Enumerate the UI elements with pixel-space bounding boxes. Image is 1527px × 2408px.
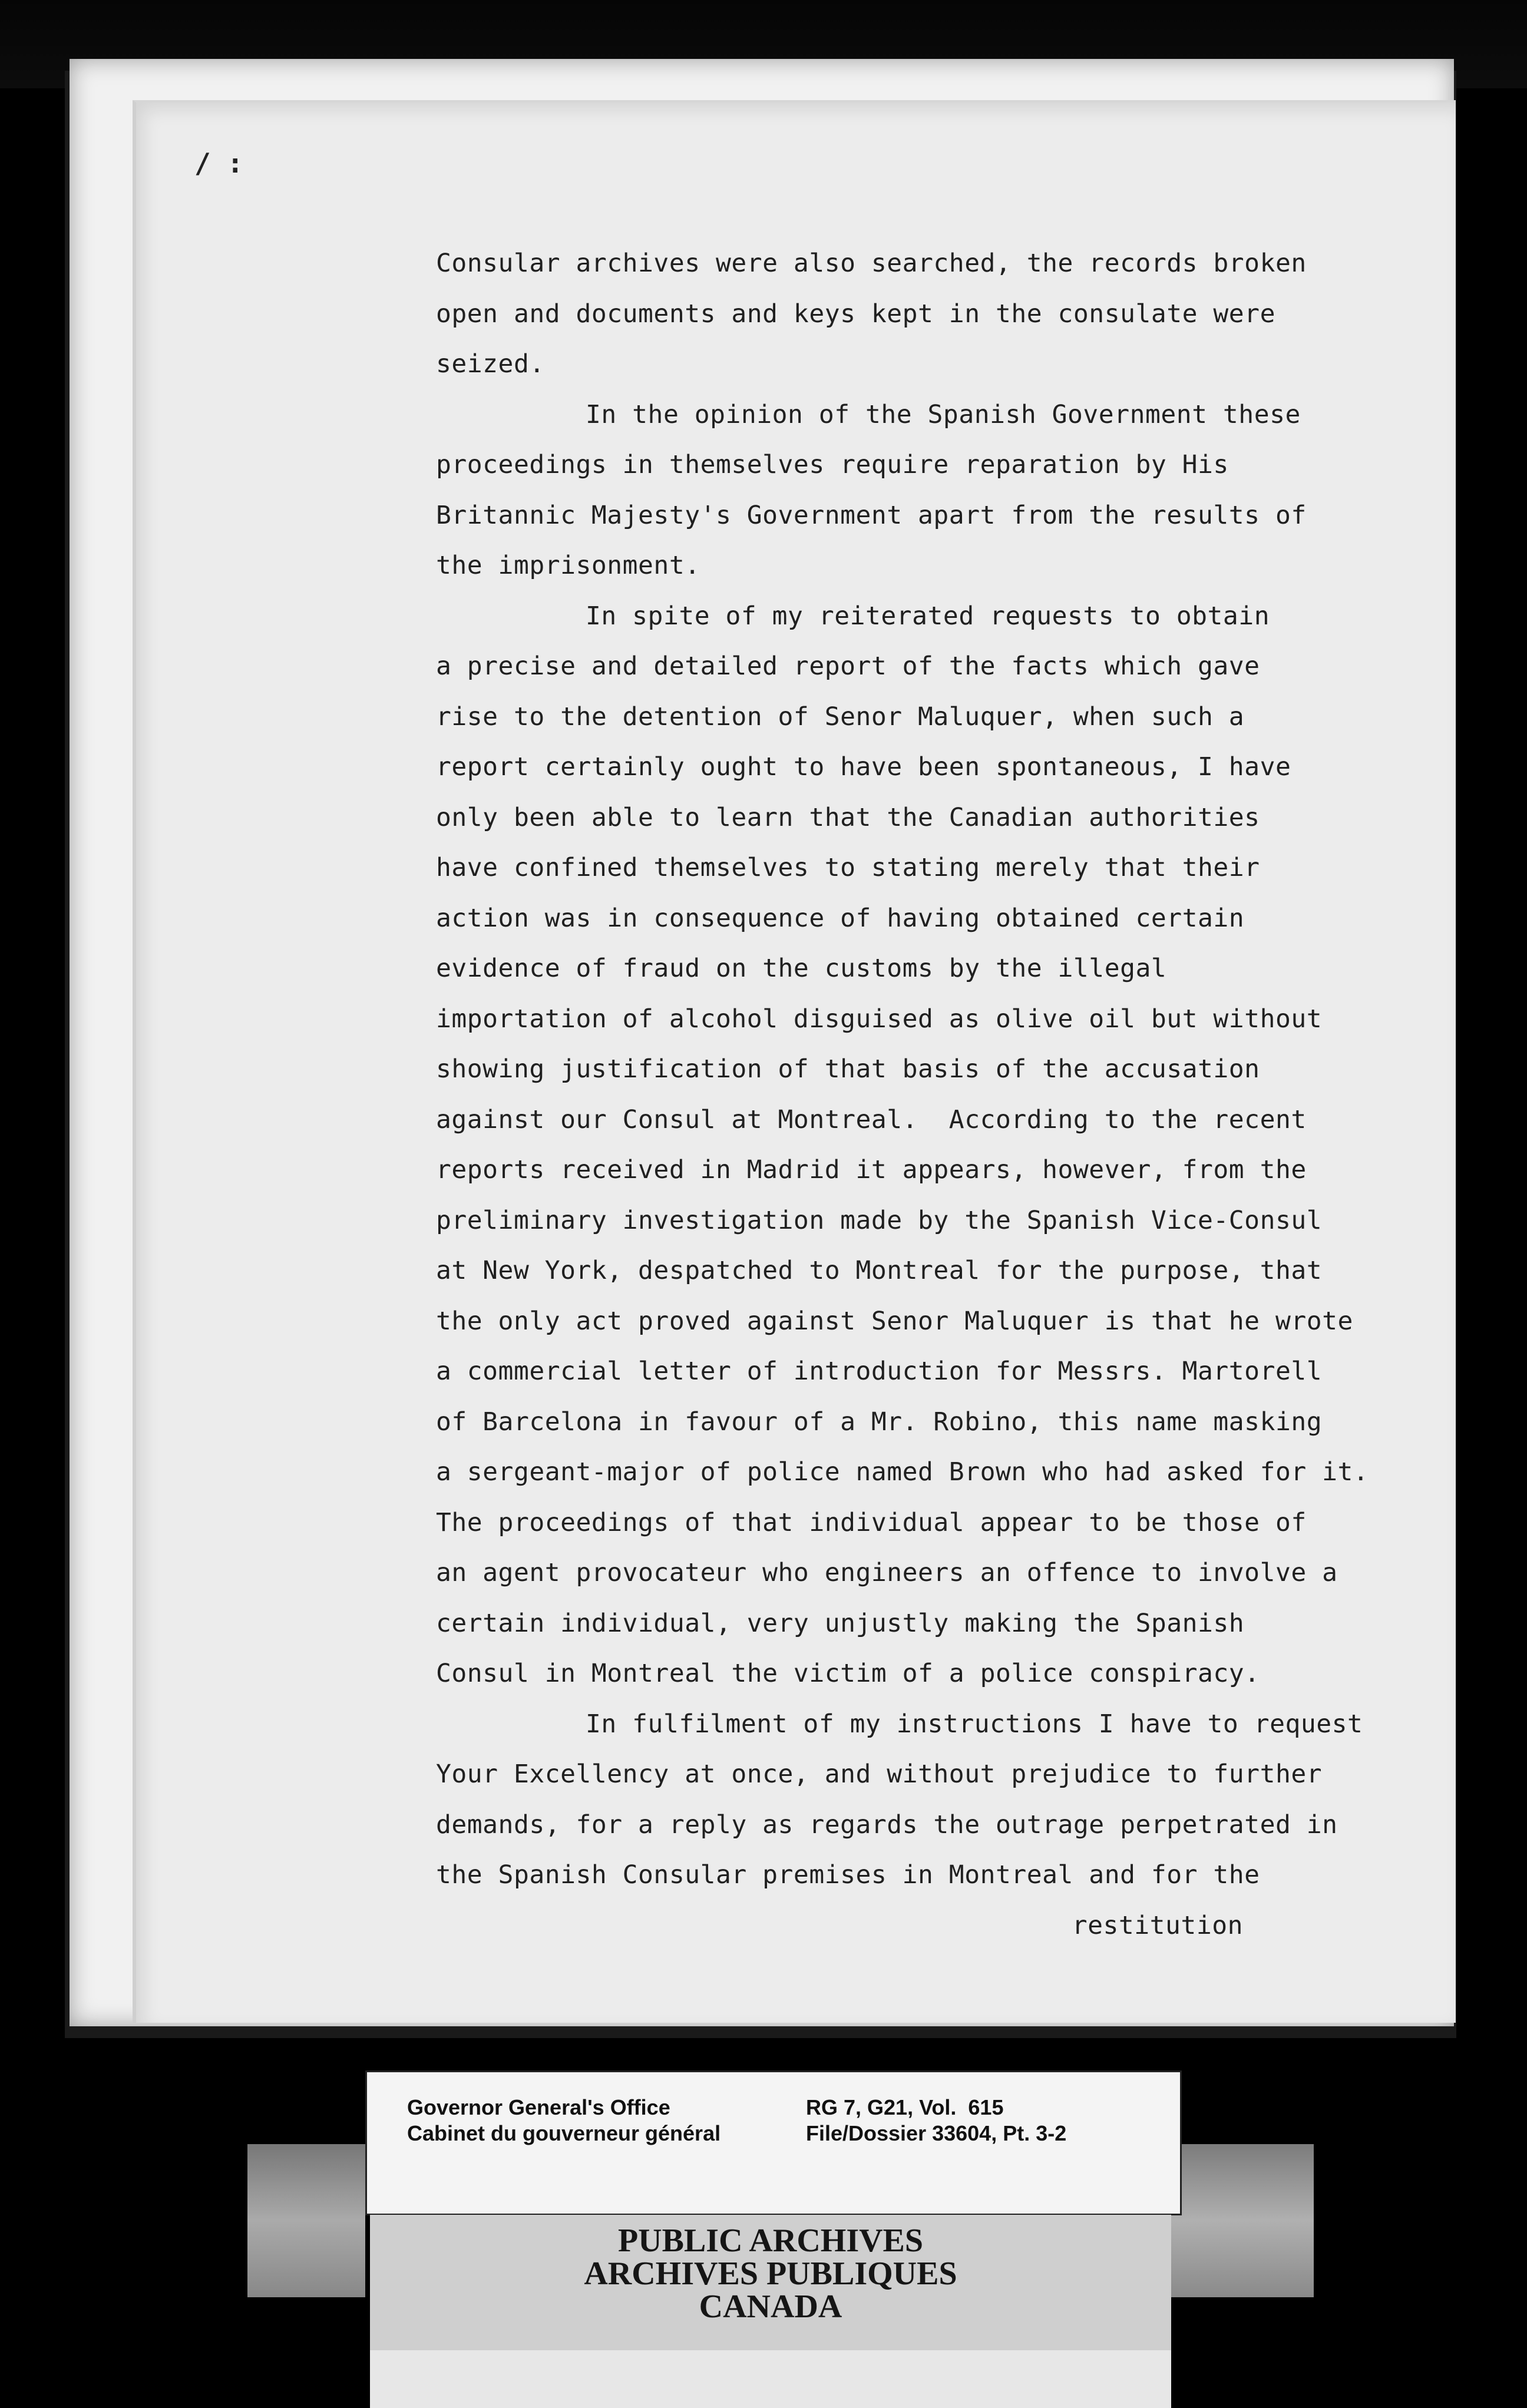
label-reference — [806, 2095, 1066, 2146]
text-line: showing justification of that basis of the accusation — [436, 1054, 1260, 1084]
text-line: Britannic Majesty's Government apart from the results of — [436, 500, 1307, 530]
archive-stamp — [370, 2224, 1171, 2323]
text-line: preliminary investigation made by the Spanish Vice-Consul — [436, 1205, 1323, 1235]
record-group: RG 7, G21, Vol. 615 — [806, 2095, 1004, 2119]
text-line: Consular archives were also searched, the records broken — [436, 249, 1307, 278]
text-line: importation of alcohol disguised as olive oil but without — [436, 1004, 1323, 1034]
archive-label — [365, 2070, 1182, 2215]
text-line: certain individual, very unjustly making the Spanish — [436, 1608, 1245, 1638]
text-line: seized. — [436, 349, 545, 379]
text-line: In the opinion of the Spanish Government these — [586, 399, 1301, 429]
archive-stamp-strip — [370, 2215, 1171, 2350]
text-line: have confined themselves to stating merely that their — [436, 853, 1260, 882]
text-line: The proceedings of that individual appear to be those of — [436, 1507, 1307, 1537]
file-number: File/Dossier 33604, Pt. 3-2 — [806, 2121, 1067, 2145]
office-french: Cabinet du gouverneur général — [407, 2121, 721, 2145]
text-line: open and documents and keys kept in the consulate were — [436, 299, 1275, 329]
text-line: only been able to learn that the Canadian authorities — [436, 802, 1260, 832]
text-line: Your Excellency at once, and without prejudice to further — [436, 1759, 1323, 1789]
text-line: a commercial letter of introduction for Messrs. Martorell — [436, 1357, 1323, 1386]
stamp-line-1: PUBLIC ARCHIVES — [617, 2222, 924, 2259]
text-line: In fulfilment of my instructions I have to request — [586, 1709, 1363, 1739]
text-line: a precise and detailed report of the facts which gave — [436, 651, 1260, 681]
text-line: evidence of fraud on the customs by the illegal — [436, 954, 1167, 983]
stamp-line-3: CANADA — [699, 2288, 842, 2325]
text-line: report certainly ought to have been spontaneous, I have — [436, 752, 1291, 782]
text-line: the only act proved against Senor Maluquer is that he wrote — [436, 1306, 1353, 1336]
text-line: the Spanish Consular premises in Montreal and for the — [436, 1860, 1260, 1890]
text-line: reports received in Madrid it appears, however, from the — [436, 1155, 1307, 1185]
text-line: the imprisonment. — [436, 551, 700, 580]
text-line: action was in consequence of having obtained certain — [436, 903, 1245, 933]
bottom-strip — [370, 2350, 1171, 2408]
text-line: an agent provocateur who engineers an offence to involve a — [436, 1558, 1338, 1587]
stamp-line-2: ARCHIVES PUBLIQUES — [584, 2255, 957, 2292]
text-line: rise to the detention of Senor Maluquer, when such a — [436, 702, 1245, 732]
tape-left — [247, 2144, 365, 2297]
text-line: a sergeant-major of police named Brown who had asked for it. — [436, 1457, 1369, 1487]
text-line: against our Consul at Montreal. According to the recent — [436, 1104, 1307, 1134]
text-line: of Barcelona in favour of a Mr. Robino, this name masking — [436, 1407, 1323, 1437]
text-line: proceedings in themselves require reparation by His — [436, 450, 1229, 479]
text-line: at New York, despatched to Montreal for the purpose, that — [436, 1256, 1323, 1285]
text-line: Consul in Montreal the victim of a police conspiracy. — [436, 1659, 1260, 1688]
text-line: In spite of my reiterated requests to obtain — [586, 601, 1270, 631]
label-office — [407, 2095, 720, 2146]
text-line: demands, for a reply as regards the outrage perpetrated in — [436, 1810, 1338, 1840]
office-english: Governor General's Office — [407, 2095, 670, 2119]
catchword: restitution — [1072, 1910, 1243, 1940]
marginal-mark: / : — [194, 147, 244, 179]
letter-body — [436, 239, 1369, 1951]
